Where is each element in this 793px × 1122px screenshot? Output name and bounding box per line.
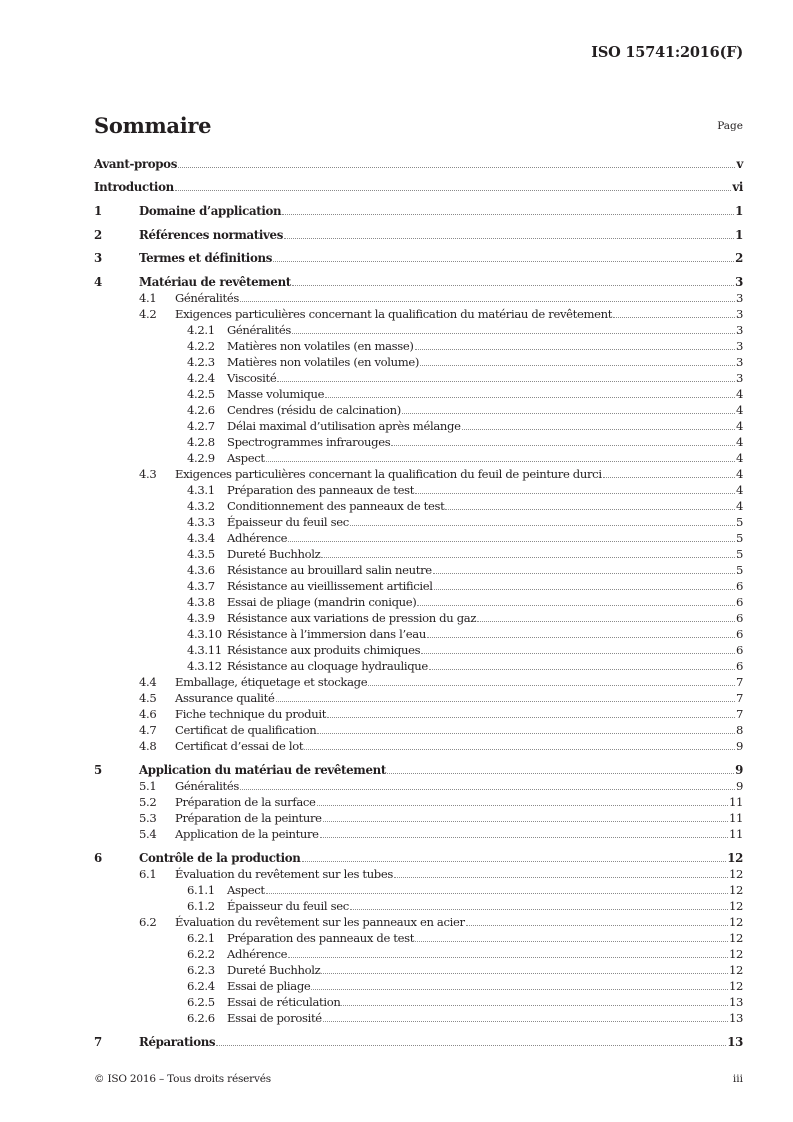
toc-entry-title[interactable]: Application du matériau de revêtement: [139, 763, 386, 777]
toc-entry[interactable]: [94, 1035, 743, 1049]
toc-entry-number: 4.3.5: [187, 547, 215, 561]
toc-entry-number: 7: [94, 1035, 102, 1049]
toc-entry-page[interactable]: 3: [735, 307, 743, 321]
toc-entry-page[interactable]: 3: [735, 275, 743, 289]
dot-leader: [288, 956, 728, 958]
dot-leader: [175, 189, 732, 191]
toc-entry-title[interactable]: Résistance aux variations de pression du gaz: [227, 611, 477, 625]
toc-entry-number: 4.1: [139, 291, 157, 305]
toc-entry-page[interactable]: 11: [728, 827, 743, 841]
toc-entry[interactable]: [94, 763, 743, 777]
toc-entry-title[interactable]: Matières non volatiles (en volume): [227, 355, 420, 369]
toc-entry-title[interactable]: Dureté Buchholz: [227, 963, 321, 977]
toc-entry[interactable]: [94, 795, 743, 809]
toc-entry-title[interactable]: Masse volumique: [227, 387, 325, 401]
toc-entry-page[interactable]: 12: [728, 931, 743, 945]
dot-leader: [350, 524, 735, 526]
toc-entry-page[interactable]: 3: [735, 371, 743, 385]
toc-entry[interactable]: [94, 827, 743, 841]
toc-entry[interactable]: [94, 355, 743, 369]
toc-entry-number: 4.3.4: [187, 531, 215, 545]
toc-entry-title[interactable]: Généralités: [227, 323, 291, 337]
toc-entry-number: 6.2.1: [187, 931, 215, 945]
toc-entry-number: 4.3.1: [187, 483, 215, 497]
toc-entry-number: 4.3.2: [187, 499, 215, 513]
toc-entry-number: 4.3.11: [187, 643, 222, 657]
toc-entry-number: 5: [94, 763, 102, 777]
toc-entry-title[interactable]: Réparations: [139, 1035, 216, 1049]
toc-entry[interactable]: [94, 707, 743, 721]
dot-leader: [302, 860, 727, 862]
toc-entry-number: 4.2.5: [187, 387, 215, 401]
toc-entry-number: 6.2.5: [187, 995, 215, 1009]
toc-entry-page[interactable]: 7: [735, 707, 743, 721]
toc-entry-title[interactable]: Préparation des panneaux de test: [227, 483, 415, 497]
toc-entry[interactable]: [94, 435, 743, 449]
toc-entry[interactable]: [94, 563, 743, 577]
toc-entry-page[interactable]: 12: [728, 979, 743, 993]
dot-leader: [240, 300, 735, 302]
dot-leader: [321, 972, 728, 974]
toc-entry-page[interactable]: vi: [732, 180, 743, 194]
toc-entry-title[interactable]: Certificat de qualification: [175, 723, 317, 737]
toc-entry-number: 4.2.3: [187, 355, 215, 369]
toc-entry-title[interactable]: Délai maximal d’utilisation après mélange: [227, 419, 461, 433]
toc-entry-number: 6.1: [139, 867, 157, 881]
toc-entry-page[interactable]: 12: [727, 851, 743, 865]
toc-entry-number: 4.8: [139, 739, 157, 753]
toc-entry-page[interactable]: 6: [735, 595, 743, 609]
toc-entry[interactable]: [94, 419, 743, 433]
toc-entry-page[interactable]: 2: [735, 251, 743, 265]
toc-entry-title[interactable]: Adhérence: [227, 531, 288, 545]
toc-entry-title[interactable]: Essai de porosité: [227, 1011, 322, 1025]
document-id: ISO 15741:2016(F): [591, 44, 743, 61]
toc-entry-page[interactable]: 6: [735, 579, 743, 593]
toc-entry-number: 6.2.4: [187, 979, 215, 993]
toc-entry[interactable]: [94, 659, 743, 673]
toc-entry[interactable]: [94, 323, 743, 337]
toc-entry-page[interactable]: 9: [735, 739, 743, 753]
toc-entry-title[interactable]: Résistance au cloquage hydraulique: [227, 659, 428, 673]
dot-leader: [304, 748, 735, 750]
toc-entry-title[interactable]: Résistance au vieillissement artificiel: [227, 579, 433, 593]
toc-entry-page[interactable]: 11: [728, 795, 743, 809]
toc-entry-title[interactable]: Cendres (résidu de calcination): [227, 403, 401, 417]
copyright-notice: © ISO 2016 – Tous droits réservés: [94, 1073, 271, 1085]
toc-entry-page[interactable]: 13: [728, 995, 743, 1009]
toc-entry[interactable]: [94, 371, 743, 385]
dot-leader: [402, 412, 735, 414]
dot-leader: [317, 804, 728, 806]
toc-entry[interactable]: [94, 867, 743, 881]
dot-leader: [462, 428, 735, 430]
dot-leader: [421, 652, 735, 654]
toc-entry-title[interactable]: Application de la peinture: [175, 827, 319, 841]
dot-leader: [240, 788, 735, 790]
dot-leader: [320, 836, 728, 838]
toc-entry[interactable]: [94, 723, 743, 737]
toc-entry-title[interactable]: Dureté Buchholz: [227, 547, 321, 561]
dot-leader: [445, 508, 735, 510]
toc-entry-title[interactable]: Résistance aux produits chimiques: [227, 643, 421, 657]
toc-entry-page[interactable]: 3: [735, 355, 743, 369]
dot-leader: [216, 1044, 726, 1046]
toc-entry[interactable]: [94, 547, 743, 561]
dot-leader: [277, 380, 735, 382]
toc-entry-page[interactable]: 9: [735, 763, 743, 777]
toc-entry-number: 4.2.2: [187, 339, 215, 353]
dot-leader: [417, 604, 735, 606]
toc-entry-title[interactable]: Certificat d’essai de lot: [175, 739, 304, 753]
toc-entry-page[interactable]: 13: [728, 1011, 743, 1025]
toc-entry-number: 5.4: [139, 827, 157, 841]
toc-entry-number: 6.2.3: [187, 963, 215, 977]
toc-entry-title[interactable]: Épaisseur du feuil sec: [227, 899, 349, 913]
toc-entry-number: 2: [94, 228, 102, 242]
dot-leader: [311, 988, 728, 990]
toc-entry[interactable]: [94, 995, 743, 1009]
toc-entry-number: 4.2.1: [187, 323, 215, 337]
dot-leader: [466, 924, 728, 926]
toc-entry[interactable]: [94, 899, 743, 913]
toc-entry[interactable]: [94, 811, 743, 825]
toc-entry-title[interactable]: Généralités: [175, 291, 239, 305]
toc-entry[interactable]: [94, 979, 743, 993]
toc-entry[interactable]: [94, 228, 743, 242]
dot-leader: [415, 940, 728, 942]
toc-entry-number: 4.2.6: [187, 403, 215, 417]
dot-leader: [429, 668, 735, 670]
dot-leader: [613, 316, 735, 318]
dot-leader: [282, 213, 734, 215]
dot-leader: [368, 684, 735, 686]
toc-entry-title[interactable]: Exigences particulières concernant la qualification du feuil de peinture durci: [175, 467, 602, 481]
toc-entry-page[interactable]: 3: [735, 291, 743, 305]
toc-entry-page[interactable]: 12: [728, 899, 743, 913]
toc-entry-title[interactable]: Contrôle de la production: [139, 851, 301, 865]
toc-entry-page[interactable]: 4: [735, 435, 743, 449]
toc-entry-number: 1: [94, 204, 102, 218]
toc-entry[interactable]: [94, 451, 743, 465]
toc-entry-page[interactable]: 6: [735, 643, 743, 657]
dot-leader: [284, 237, 734, 239]
dot-leader: [288, 540, 735, 542]
toc-entry-number: 4.2.9: [187, 451, 215, 465]
toc-entry-number: 4.5: [139, 691, 157, 705]
toc-entry[interactable]: [94, 291, 743, 305]
dot-leader: [178, 166, 735, 168]
toc-entry-title[interactable]: Emballage, étiquetage et stockage: [175, 675, 368, 689]
toc-entry-number: 4.3.7: [187, 579, 215, 593]
toc-entry-page[interactable]: 11: [728, 811, 743, 825]
toc-entry-number: 4.3.6: [187, 563, 215, 577]
toc-entry-page[interactable]: 6: [735, 659, 743, 673]
toc-entry-number: 4.3.9: [187, 611, 215, 625]
toc-entry-page[interactable]: 5: [735, 531, 743, 545]
toc-entry-page[interactable]: 4: [735, 499, 743, 513]
toc-entry-page[interactable]: v: [736, 157, 743, 171]
dot-leader: [420, 364, 735, 366]
toc-entry[interactable]: [94, 339, 743, 353]
toc-entry[interactable]: [94, 579, 743, 593]
dot-leader: [603, 476, 735, 478]
toc-entry[interactable]: [94, 851, 743, 865]
dot-leader: [415, 492, 735, 494]
toc-entry-title[interactable]: Évaluation du revêtement sur les panneaux en acier: [175, 915, 465, 929]
toc-entry-title[interactable]: Spectrogrammes infrarouges: [227, 435, 391, 449]
toc-entry[interactable]: [94, 947, 743, 961]
toc-entry-title[interactable]: Adhérence: [227, 947, 288, 961]
toc-entry-title[interactable]: Préparation de la peinture: [175, 811, 322, 825]
toc-entry-number: 6.1.1: [187, 883, 215, 897]
toc-entry[interactable]: [94, 499, 743, 513]
dot-leader: [266, 460, 735, 462]
toc-entry-number: 6.2.2: [187, 947, 215, 961]
dot-leader: [276, 700, 735, 702]
page-title: Sommaire: [94, 113, 212, 138]
dot-leader: [317, 732, 735, 734]
toc-entry[interactable]: [94, 204, 743, 218]
toc-entry-title[interactable]: Préparation de la surface: [175, 795, 316, 809]
toc-entry-number: 4.2: [139, 307, 157, 321]
toc-entry-title[interactable]: Aspect: [227, 883, 265, 897]
toc-entry-number: 6.1.2: [187, 899, 215, 913]
toc-entry[interactable]: [94, 627, 743, 641]
toc-entry-title[interactable]: Préparation des panneaux de test: [227, 931, 415, 945]
toc-entry[interactable]: [94, 483, 743, 497]
dot-leader: [433, 572, 735, 574]
toc-entry[interactable]: [94, 611, 743, 625]
dot-leader: [273, 260, 734, 262]
toc-entry[interactable]: [94, 675, 743, 689]
dot-leader: [394, 876, 728, 878]
toc-entry-number: 3: [94, 251, 102, 265]
toc-entry-title[interactable]: Fiche technique du produit: [175, 707, 327, 721]
toc-entry-page[interactable]: 8: [735, 723, 743, 737]
toc-entry[interactable]: [94, 307, 743, 321]
toc-entry-title[interactable]: Aspect: [227, 451, 265, 465]
toc-entry-title[interactable]: Essai de réticulation: [227, 995, 341, 1009]
toc-entry-page[interactable]: 6: [735, 627, 743, 641]
toc-entry-number: 4.3.3: [187, 515, 215, 529]
toc-entry-page[interactable]: 5: [735, 547, 743, 561]
toc-entry[interactable]: [94, 275, 743, 289]
toc-entry[interactable]: [94, 157, 743, 171]
toc-entry-number: 4.2.8: [187, 435, 215, 449]
dot-leader: [427, 636, 735, 638]
toc-entry-page[interactable]: 6: [735, 611, 743, 625]
footer-page-number: iii: [732, 1073, 743, 1085]
toc-entry-number: 4.6: [139, 707, 157, 721]
toc-entry-number: 6.2.6: [187, 1011, 215, 1025]
toc-entry[interactable]: [94, 531, 743, 545]
toc-entry[interactable]: [94, 467, 743, 481]
dot-leader: [415, 348, 735, 350]
toc-entry-page[interactable]: 4: [735, 419, 743, 433]
toc-entry-page[interactable]: 7: [735, 691, 743, 705]
toc-entry-page[interactable]: 3: [735, 323, 743, 337]
toc-entry[interactable]: [94, 1011, 743, 1025]
toc-entry[interactable]: [94, 739, 743, 753]
dot-leader: [325, 396, 735, 398]
page-column-label: Page: [717, 120, 743, 132]
toc-entry-title[interactable]: Résistance au brouillard salin neutre: [227, 563, 432, 577]
toc-entry-title[interactable]: Essai de pliage (mandrin conique): [227, 595, 417, 609]
toc-entry-number: 4.3.8: [187, 595, 215, 609]
toc-entry[interactable]: [94, 915, 743, 929]
toc-entry-title[interactable]: Avant-propos: [94, 157, 177, 171]
toc-entry[interactable]: [94, 643, 743, 657]
toc-entry-page[interactable]: 5: [735, 515, 743, 529]
toc-entry[interactable]: [94, 180, 743, 194]
toc-entry-page[interactable]: 13: [727, 1035, 743, 1049]
dot-leader: [434, 588, 735, 590]
toc-entry-title[interactable]: Viscosité: [227, 371, 277, 385]
toc-entry-title[interactable]: Matières non volatiles (en masse): [227, 339, 414, 353]
toc-entry-page[interactable]: 1: [735, 228, 743, 242]
toc-entry-page[interactable]: 12: [728, 867, 743, 881]
dot-leader: [292, 332, 735, 334]
dot-leader: [292, 284, 734, 286]
dot-leader: [350, 908, 728, 910]
toc-entry-page[interactable]: 12: [728, 963, 743, 977]
toc-entry-title[interactable]: Termes et définitions: [139, 251, 272, 265]
toc-entry-title[interactable]: Domaine d’application: [139, 204, 282, 218]
dot-leader: [323, 820, 728, 822]
toc-entry-title[interactable]: Évaluation du revêtement sur les tubes: [175, 867, 393, 881]
toc-entry-number: 5.2: [139, 795, 157, 809]
dot-leader: [323, 1020, 728, 1022]
dot-leader: [327, 716, 735, 718]
toc-entry[interactable]: [94, 403, 743, 417]
toc-entry-title[interactable]: Essai de pliage: [227, 979, 311, 993]
toc-entry-number: 6: [94, 851, 102, 865]
toc-entry[interactable]: [94, 251, 743, 265]
toc-entry[interactable]: [94, 883, 743, 897]
toc-entry-page[interactable]: 12: [728, 915, 743, 929]
toc-entry[interactable]: [94, 963, 743, 977]
toc-entry[interactable]: [94, 691, 743, 705]
toc-entry-number: 4.2.7: [187, 419, 215, 433]
toc-entry-page[interactable]: 4: [735, 403, 743, 417]
toc-entry-page[interactable]: 4: [735, 451, 743, 465]
toc-entry-title[interactable]: Références normatives: [139, 228, 283, 242]
toc-entry-title[interactable]: Généralités: [175, 779, 239, 793]
toc-entry-page[interactable]: 12: [728, 947, 743, 961]
toc-entry-number: 4.3: [139, 467, 157, 481]
dot-leader: [387, 772, 734, 774]
toc-entry[interactable]: [94, 779, 743, 793]
toc-entry-number: 5.1: [139, 779, 157, 793]
toc-entry-page[interactable]: 7: [735, 675, 743, 689]
toc-entry-page[interactable]: 9: [735, 779, 743, 793]
toc-entry[interactable]: [94, 595, 743, 609]
toc-entry-title[interactable]: Épaisseur du feuil sec: [227, 515, 349, 529]
toc-entry-page[interactable]: 5: [735, 563, 743, 577]
toc-entry-page[interactable]: 12: [728, 883, 743, 897]
dot-leader: [341, 1004, 727, 1006]
toc-entry-title[interactable]: Introduction: [94, 180, 174, 194]
toc-entry-title[interactable]: Exigences particulières concernant la qualification du matériau de revêtement: [175, 307, 613, 321]
toc-entry-number: 4.4: [139, 675, 157, 689]
toc-entry-title[interactable]: Matériau de revêtement: [139, 275, 291, 289]
dot-leader: [266, 892, 728, 894]
toc-entry-number: 4.3.12: [187, 659, 222, 673]
toc-entry[interactable]: [94, 387, 743, 401]
toc-entry-page[interactable]: 4: [735, 387, 743, 401]
toc-entry-page[interactable]: 4: [735, 467, 743, 481]
toc-entry-page[interactable]: 4: [735, 483, 743, 497]
dot-leader: [321, 556, 735, 558]
toc-entry-number: 4.2.4: [187, 371, 215, 385]
toc-entry-title[interactable]: Conditionnement des panneaux de test: [227, 499, 445, 513]
toc-entry-page[interactable]: 3: [735, 339, 743, 353]
toc-entry-page[interactable]: 1: [735, 204, 743, 218]
dot-leader: [391, 444, 735, 446]
toc-entry-number: 4.3.10: [187, 627, 222, 641]
toc-entry-title[interactable]: Assurance qualité: [175, 691, 275, 705]
toc-entry-number: 4: [94, 275, 102, 289]
toc-entry-number: 6.2: [139, 915, 157, 929]
toc-entry-number: 5.3: [139, 811, 157, 825]
toc-entry-number: 4.7: [139, 723, 157, 737]
dot-leader: [477, 620, 735, 622]
toc-entry[interactable]: [94, 931, 743, 945]
toc-entry-title[interactable]: Résistance à l’immersion dans l’eau: [227, 627, 426, 641]
toc-entry[interactable]: [94, 515, 743, 529]
